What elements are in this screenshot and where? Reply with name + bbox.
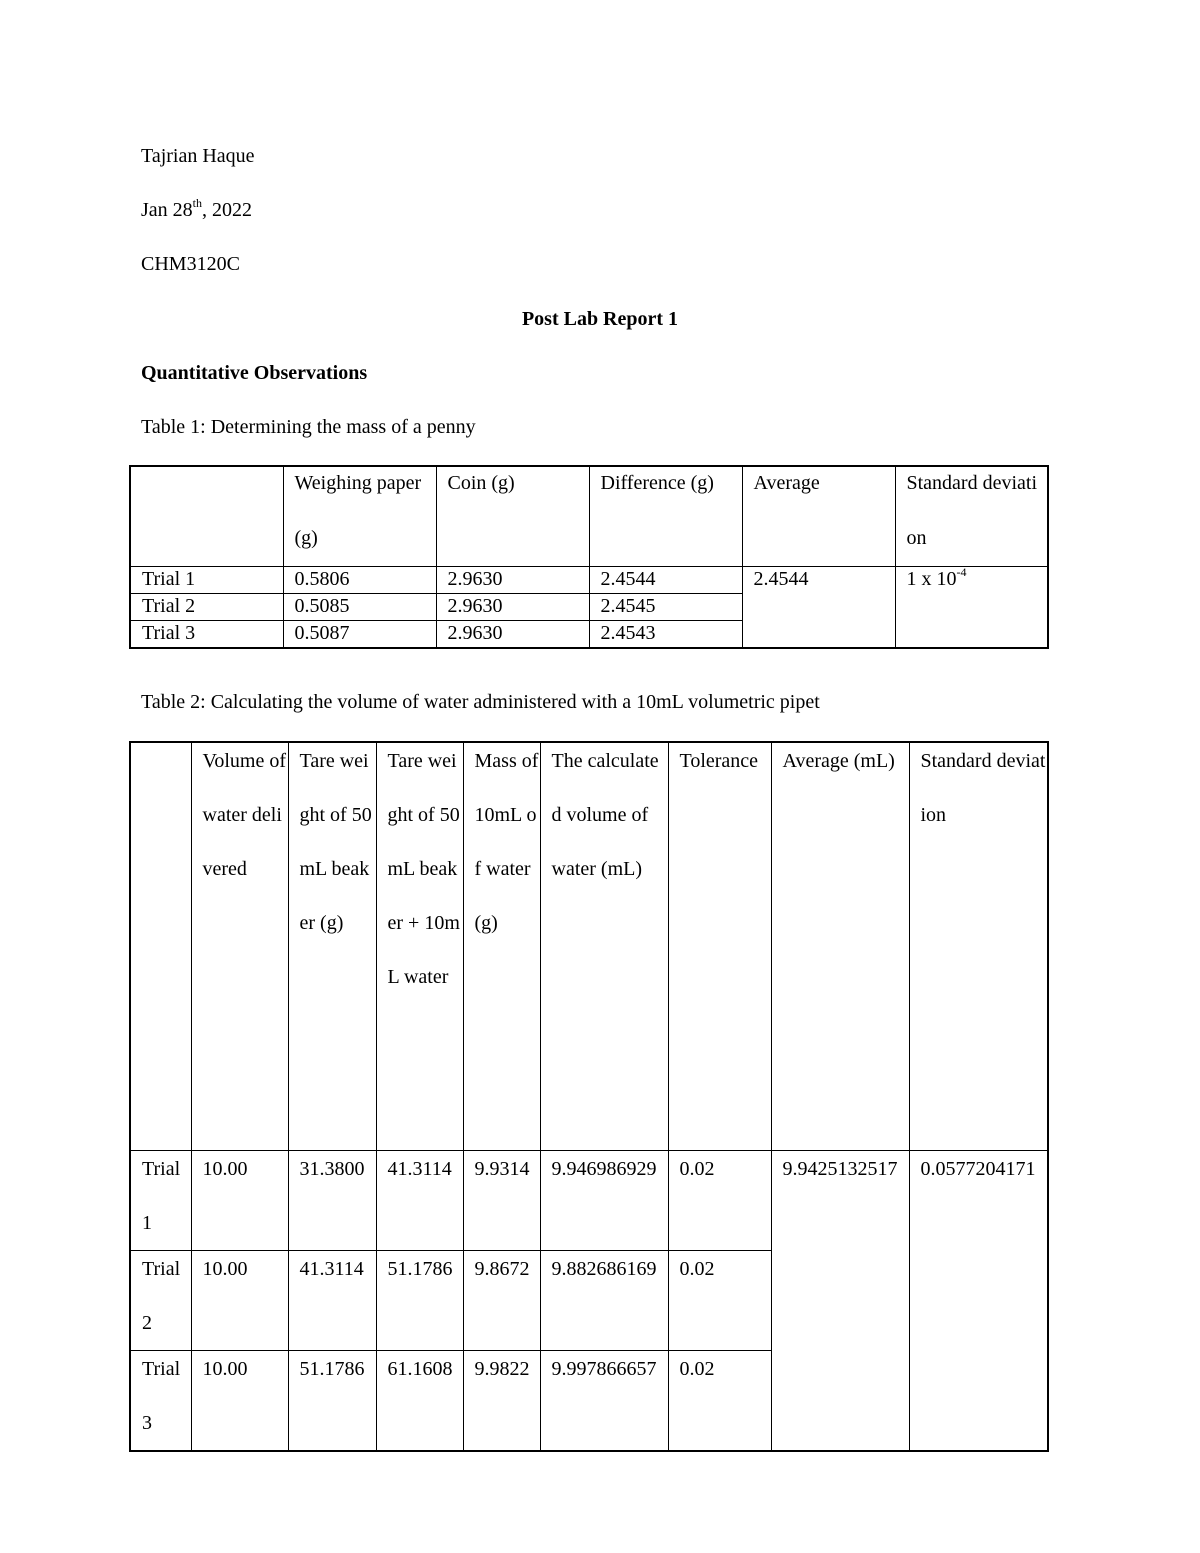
table2-caption: Table 2: Calculating the volume of water administered with a 10mL volumetric pipet (141, 691, 820, 713)
difference: 2.4545 (589, 594, 742, 621)
course-code: CHM3120C (141, 253, 240, 275)
header-text: Tolerance (679, 750, 759, 772)
cell-text: 9.997866657 (551, 1358, 657, 1380)
header-cell (191, 742, 288, 1151)
cell-text: 31.3800 (299, 1158, 365, 1180)
cell-text: 41.3114 (387, 1158, 452, 1180)
trial-label (130, 1151, 191, 1251)
header-text: Tare weight of 50mL beaker + 10mL water (387, 750, 460, 988)
author-name: Tajrian Haque (141, 145, 255, 167)
cell-text: 10.00 (202, 1258, 248, 1280)
cell-text: 41.3114 (299, 1258, 364, 1280)
header-cell (771, 742, 909, 1151)
date-prefix: Jan 28 (141, 199, 193, 221)
header-text: Average (mL) (782, 750, 895, 772)
std-dev-value (895, 567, 1048, 649)
cell-text: 9.9314 (474, 1158, 530, 1180)
date-suffix: , 2022 (202, 199, 253, 221)
header-cell (130, 466, 283, 567)
cell-text: 0.02 (679, 1258, 715, 1280)
table-header-row (130, 466, 1048, 567)
header-cell (376, 742, 463, 1151)
tare-beaker (288, 1251, 376, 1351)
cell-text: 51.1786 (387, 1258, 453, 1280)
cell-text: 10.00 (202, 1358, 248, 1380)
tare-beaker (288, 1351, 376, 1452)
header-cell (742, 466, 895, 567)
cell-text: 10.00 (202, 1158, 248, 1180)
report-date (141, 198, 252, 222)
volume-delivered (191, 1251, 288, 1351)
header-cell (130, 742, 191, 1151)
header-text: Weighing paper (g) (294, 472, 422, 549)
cell-text: Trial 1 (142, 1158, 181, 1234)
average-value: 2.4544 (742, 567, 895, 649)
difference: 2.4544 (589, 567, 742, 594)
trial-label: Trial 3 (130, 621, 283, 649)
cell-text: 0.0577204171 (920, 1158, 1036, 1180)
trial-label (130, 1251, 191, 1351)
header-cell (436, 466, 589, 567)
header-cell (895, 466, 1048, 567)
paper-mass: 0.5085 (283, 594, 436, 621)
date-ordinal: th (192, 196, 203, 211)
coin-mass: 2.9630 (436, 621, 589, 649)
coin-mass: 2.9630 (436, 567, 589, 594)
volume-delivered (191, 1351, 288, 1452)
header-cell (668, 742, 771, 1151)
std-exponent: -4 (956, 566, 967, 580)
header-text: Tare weight of 50mL beaker (g) (299, 750, 372, 934)
difference: 2.4543 (589, 621, 742, 649)
trial-label (130, 1351, 191, 1452)
header-text: The calculated volume of water (mL) (551, 750, 659, 880)
header-text: Standard deviation (920, 750, 1046, 826)
trial-label: Trial 2 (130, 594, 283, 621)
tolerance (668, 1151, 771, 1251)
tare-beaker-water (376, 1351, 463, 1452)
paper-mass: 0.5806 (283, 567, 436, 594)
calculated-volume (540, 1151, 668, 1251)
header-text: Mass of 10mL of water (g) (474, 750, 539, 934)
std-base: 1 x 10 (906, 568, 957, 590)
header-text: Average (753, 472, 820, 494)
table-row (130, 1151, 1048, 1251)
paper-mass: 0.5087 (283, 621, 436, 649)
header-text: Standard deviation (906, 472, 1038, 549)
header-cell (540, 742, 668, 1151)
header-cell (283, 466, 436, 567)
cell-text: 9.9822 (474, 1358, 530, 1380)
std-dev-value (909, 1151, 1048, 1452)
pipet-volume-table (129, 741, 1049, 1452)
header-text: Difference (g) (600, 472, 714, 494)
cell-text: 61.1608 (387, 1358, 453, 1380)
water-mass (463, 1251, 540, 1351)
header-cell (288, 742, 376, 1151)
cell-text: 0.02 (679, 1358, 715, 1380)
tare-beaker (288, 1151, 376, 1251)
header-cell (589, 466, 742, 567)
cell-text: 9.8672 (474, 1258, 530, 1280)
average-value (771, 1151, 909, 1452)
cell-text: 9.882686169 (551, 1258, 657, 1280)
cell-text: 0.02 (679, 1158, 715, 1180)
table-row (130, 567, 1048, 594)
table-header-row (130, 742, 1048, 1151)
report-title: Post Lab Report 1 (521, 308, 679, 330)
calculated-volume (540, 1351, 668, 1452)
cell-text: 51.1786 (299, 1358, 365, 1380)
header-text: Coin (g) (447, 472, 515, 494)
trial-label: Trial 1 (130, 567, 283, 594)
table1-caption: Table 1: Determining the mass of a penny (141, 416, 476, 438)
water-mass (463, 1351, 540, 1452)
penny-mass-table (129, 465, 1049, 649)
tare-beaker-water (376, 1251, 463, 1351)
water-mass (463, 1151, 540, 1251)
tare-beaker-water (376, 1151, 463, 1251)
cell-text: 9.9425132517 (782, 1158, 898, 1180)
volume-delivered (191, 1151, 288, 1251)
cell-text: Trial 2 (142, 1258, 181, 1334)
header-cell (909, 742, 1048, 1151)
cell-text: 9.946986929 (551, 1158, 657, 1180)
header-cell (463, 742, 540, 1151)
tolerance (668, 1351, 771, 1452)
tolerance (668, 1251, 771, 1351)
section-heading: Quantitative Observations (141, 362, 368, 384)
cell-text: Trial 3 (142, 1358, 181, 1434)
coin-mass: 2.9630 (436, 594, 589, 621)
header-text: Volume of water delivered (202, 750, 287, 880)
calculated-volume (540, 1251, 668, 1351)
